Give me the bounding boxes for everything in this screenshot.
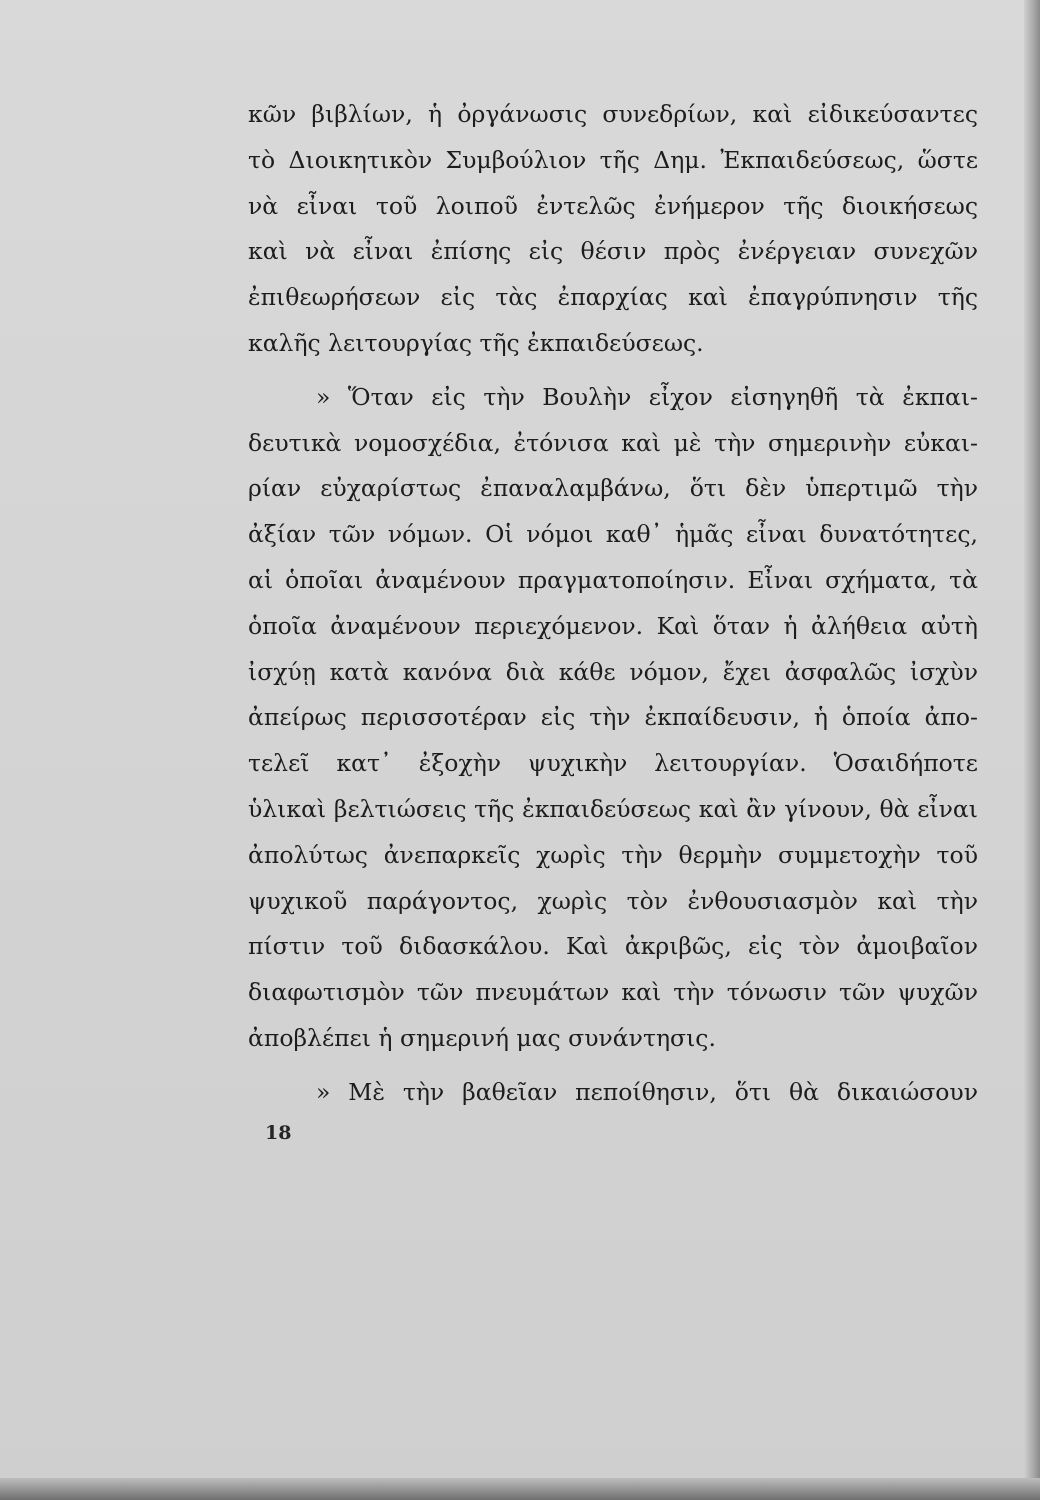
paragraph-gap bbox=[248, 1062, 978, 1070]
text-line: νὰ εἶναι τοῦ λοιποῦ ἐντελῶς ἐνήμερον τῆς διοικήσεως bbox=[248, 191, 978, 220]
page-number: 18 bbox=[265, 1122, 292, 1144]
text-line: ἀπείρως περισσοτέραν εἰς τὴν ἐκπαίδευσιν, ἡ ὁποία ἀπο- bbox=[248, 703, 978, 732]
text-line: ἀποβλέπει ἡ σημερινή μας συνάντησις. bbox=[248, 1023, 716, 1052]
text-line: » Μὲ τὴν βαθεῖαν πεποίθησιν, ὅτι θὰ δικαιώσουν bbox=[316, 1077, 978, 1106]
page-bottom-edge bbox=[0, 1478, 1040, 1500]
text-line: πίστιν τοῦ διδασκάλου. Καὶ ἀκριβῶς, εἰς τὸν ἀμοιβαῖον bbox=[248, 932, 978, 961]
text-line: αἱ ὁποῖαι ἀναμένουν πραγματοποίησιν. Εἶναι σχήματα, τὰ bbox=[248, 565, 978, 594]
body-text bbox=[248, 92, 978, 1116]
text-line: τὸ Διοικητικὸν Συμβούλιον τῆς Δημ. Ἐκπαιδεύσεως, ὥστε bbox=[248, 145, 978, 174]
text-line: ἐπιθεωρήσεων εἰς τὰς ἐπαρχίας καὶ ἐπαγρύπνησιν τῆς bbox=[248, 283, 978, 312]
text-line: ἀπολύτως ἀνεπαρκεῖς χωρὶς τὴν θερμὴν συμμετοχὴν τοῦ bbox=[248, 840, 978, 869]
text-line: ἰσχύῃ κατὰ κανόνα διὰ κάθε νόμον, ἔχει ἀσφαλῶς ἰσχὺν bbox=[248, 657, 978, 686]
text-line: » Ὅταν εἰς τὴν Βουλὴν εἶχον εἰσηγηθῆ τὰ ἐκπαι- bbox=[316, 382, 978, 411]
text-line: ὁποῖα ἀναμένουν περιεχόμενον. Καὶ ὅταν ἡ ἀλήθεια αὐτὴ bbox=[248, 611, 978, 640]
text-line: καλῆς λειτουργίας τῆς ἐκπαιδεύσεως. bbox=[248, 328, 704, 357]
text-line: ρίαν εὐχαρίστως ἐπαναλαμβάνω, ὅτι δὲν ὑπερτιμῶ τὴν bbox=[248, 474, 978, 503]
paragraph-2 bbox=[248, 375, 978, 1062]
paragraph-3 bbox=[248, 1070, 978, 1116]
paragraph-gap bbox=[248, 367, 978, 375]
text-line: κῶν βιβλίων, ἡ ὀργάνωσις συνεδρίων, καὶ εἰδικεύσαντες bbox=[248, 100, 978, 128]
text-line: καὶ νὰ εἶναι ἐπίσης εἰς θέσιν πρὸς ἐνέργειαν συνεχῶν bbox=[248, 237, 978, 266]
text-line: δευτικὰ νομοσχέδια, ἐτόνισα καὶ μὲ τὴν σημερινὴν εὐκαι- bbox=[248, 428, 978, 457]
text-line: διαφωτισμὸν τῶν πνευμάτων καὶ τὴν τόνωσιν τῶν ψυχῶν bbox=[248, 978, 978, 1007]
text-line: ἀξίαν τῶν νόμων. Οἱ νόμοι καθ᾿ ἡμᾶς εἶναι δυνατότητες, bbox=[248, 520, 978, 549]
text-line: ὑλικαὶ βελτιώσεις τῆς ἐκπαιδεύσεως καὶ ἂν γίνουν, θὰ εἶναι bbox=[248, 794, 978, 823]
page-edge-shadow bbox=[1024, 0, 1040, 1500]
text-line: τελεῖ κατ᾿ ἐξοχὴν ψυχικὴν λειτουργίαν. Ὁσαιδήποτε bbox=[248, 749, 978, 778]
paragraph-1 bbox=[248, 92, 978, 367]
text-line: ψυχικοῦ παράγοντος, χωρὶς τὸν ἐνθουσιασμὸν καὶ τὴν bbox=[248, 886, 978, 915]
